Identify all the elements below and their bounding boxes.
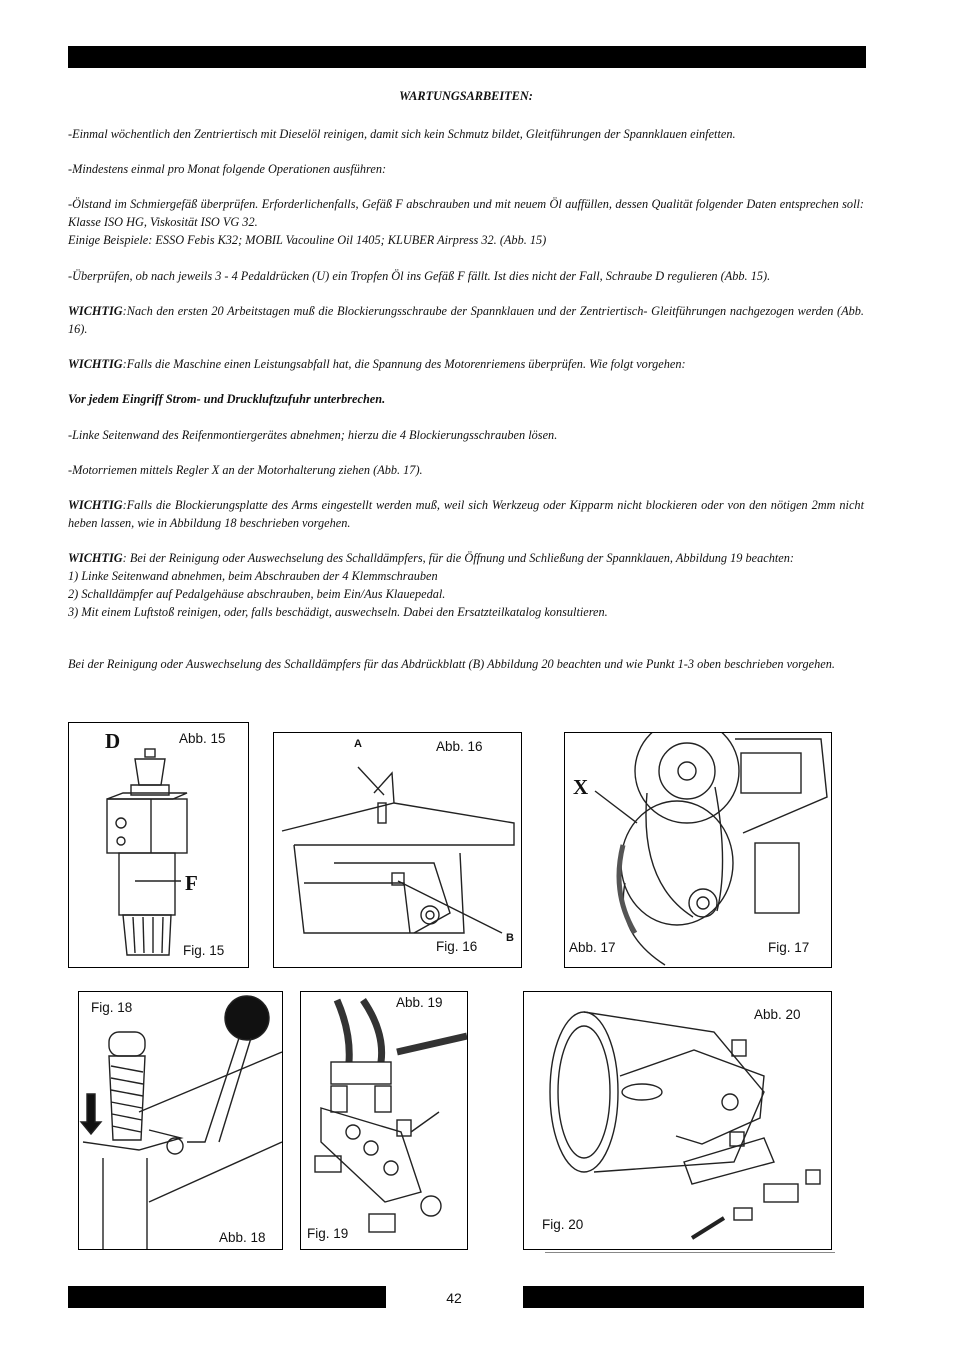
paragraph-5 [68, 302, 864, 338]
abb-19-label: Abb. 19 [396, 995, 443, 1010]
header-bar [68, 46, 866, 68]
paragraph-4: -Überprüfen, ob nach jeweils 3 - 4 Pedaldrücken (U) ein Tropfen Öl ins Gefäß F fällt. Ist dies nicht der Fall, Schraube D regulieren (Abb. 15). [68, 269, 771, 283]
paragraph-2: -Mindestens einmal pro Monat folgende Operationen ausführen: [68, 162, 387, 176]
figure-19 [300, 991, 468, 1250]
figure-17 [564, 732, 832, 968]
step-1: 1) Linke Seitenwand abnehmen, beim Abschrauben der 4 Klemmschrauben [68, 569, 438, 583]
label-f: F [185, 871, 198, 895]
figure-rule [545, 1252, 835, 1253]
wichtig-label: WICHTIG [68, 304, 123, 318]
paragraph-10 [68, 496, 864, 532]
step-2: 2) Schalldämpfer auf Pedalgehäuse abschrauben, beim Ein/Aus Klauepedal. [68, 587, 446, 601]
wichtig-label: WICHTIG [68, 551, 123, 565]
page-number: 42 [446, 1290, 462, 1306]
silencer-valve-drawing [301, 992, 467, 1249]
fig-17-label: Fig. 17 [768, 940, 810, 955]
paragraph-9: -Motorriemen mittels Regler X an der Motorhalterung ziehen (Abb. 17). [68, 463, 423, 477]
paragraph-11 [68, 549, 864, 621]
centering-table-drawing [274, 733, 521, 967]
fig-15-label: Fig. 15 [183, 943, 225, 958]
label-b: B [506, 932, 514, 944]
paragraph-5-text: :Nach den ersten 20 Arbeitstagen muß die Blockierungsschraube der Spannklauen und der Zentriertisch- Gleitführungen nachgezogen werden (Abb. 16). [68, 304, 864, 336]
step-3: 3) Mit einem Luftstoß reinigen, oder, falls beschädigt, auswechseln. Dabei den Ersatzteilkatalog konsultieren. [68, 605, 608, 619]
arm-block-plate-drawing [79, 992, 282, 1249]
section-title: WARTUNGSARBEITEN: [399, 89, 533, 103]
paragraph-3-oil: -Ölstand im Schmiergefäß überprüfen. Erforderlichenfalls, Gefäß F abschrauben und mit neuem Öl auffüllen, dessen Qualität folgender Daten entsprechen soll: Klasse ISO HG, Viskosität ISO VG 32. [68, 197, 864, 229]
pressure-blade-silencer-drawing [524, 992, 831, 1249]
fig-18-label: Fig. 18 [91, 1000, 133, 1015]
paragraph-3 [68, 195, 864, 249]
label-a: A [354, 738, 362, 750]
footer-bar-right [523, 1286, 864, 1308]
paragraph-7-warning: Vor jedem Eingriff Strom- und Druckluftzufuhr unterbrechen. [68, 392, 386, 406]
paragraph-6 [68, 355, 864, 373]
wichtig-label: WICHTIG [68, 498, 123, 512]
paragraph-3-examples: Einige Beispiele: ESSO Febis K32; MOBIL Vacouline Oil 1405; KLUBER Airpress 32. (Abb. 15) [68, 233, 547, 247]
abb-16-label: Abb. 16 [436, 739, 483, 754]
abb-20-label: Abb. 20 [754, 1007, 801, 1022]
fig-20-label: Fig. 20 [542, 1217, 584, 1232]
paragraph-8: -Linke Seitenwand des Reifenmontiergerätes abnehmen; hierzu die 4 Blockierungsschrauben lösen. [68, 428, 558, 442]
abb-18-label: Abb. 18 [219, 1230, 266, 1245]
motor-belt-drawing [565, 733, 831, 967]
figure-16 [273, 732, 522, 968]
paragraph-11-text: : Bei der Reinigung oder Auswechselung des Schalldämpfers, für die Öffnung und Schließung der Spannklauen, Abbildung 19 beachten: [122, 551, 794, 565]
figure-18 [78, 991, 283, 1250]
paragraph-1: -Einmal wöchentlich den Zentriertisch mit Dieselöl reinigen, damit sich kein Schmutz bildet, Gleitführungen der Spannklauen einfetten. [68, 127, 736, 141]
footer-bar-left [68, 1286, 386, 1308]
paragraph-10-text: :Falls die Blockierungsplatte des Arms eingestellt werden muß, weil sich Werkzeug oder Kipparm nicht blockieren oder von den nötigen 2mm nicht heben lassen, wie in Abbildung 18 beschrieben vorgehen. [68, 498, 864, 530]
abb-15-label: Abb. 15 [179, 731, 226, 746]
label-d: D [105, 729, 121, 753]
label-x: X [573, 775, 589, 799]
fig-19-label: Fig. 19 [307, 1226, 349, 1241]
fig-16-label: Fig. 16 [436, 939, 478, 954]
wichtig-label: WICHTIG [68, 357, 123, 371]
abb-17-label: Abb. 17 [569, 940, 616, 955]
oil-lubricator-drawing [69, 723, 248, 967]
paragraph-12: Bei der Reinigung oder Auswechselung des Schalldämpfers für das Abdrückblatt (B) Abbildung 20 beachten und wie Punkt 1-3 oben beschrieben vorgehen. [68, 657, 835, 671]
paragraph-6-text: :Falls die Maschine einen Leistungsabfall hat, die Spannung des Motorenriemens überprüfen. Wie folgt vorgehen: [122, 357, 686, 371]
figure-20 [523, 991, 832, 1250]
figure-15 [68, 722, 249, 968]
